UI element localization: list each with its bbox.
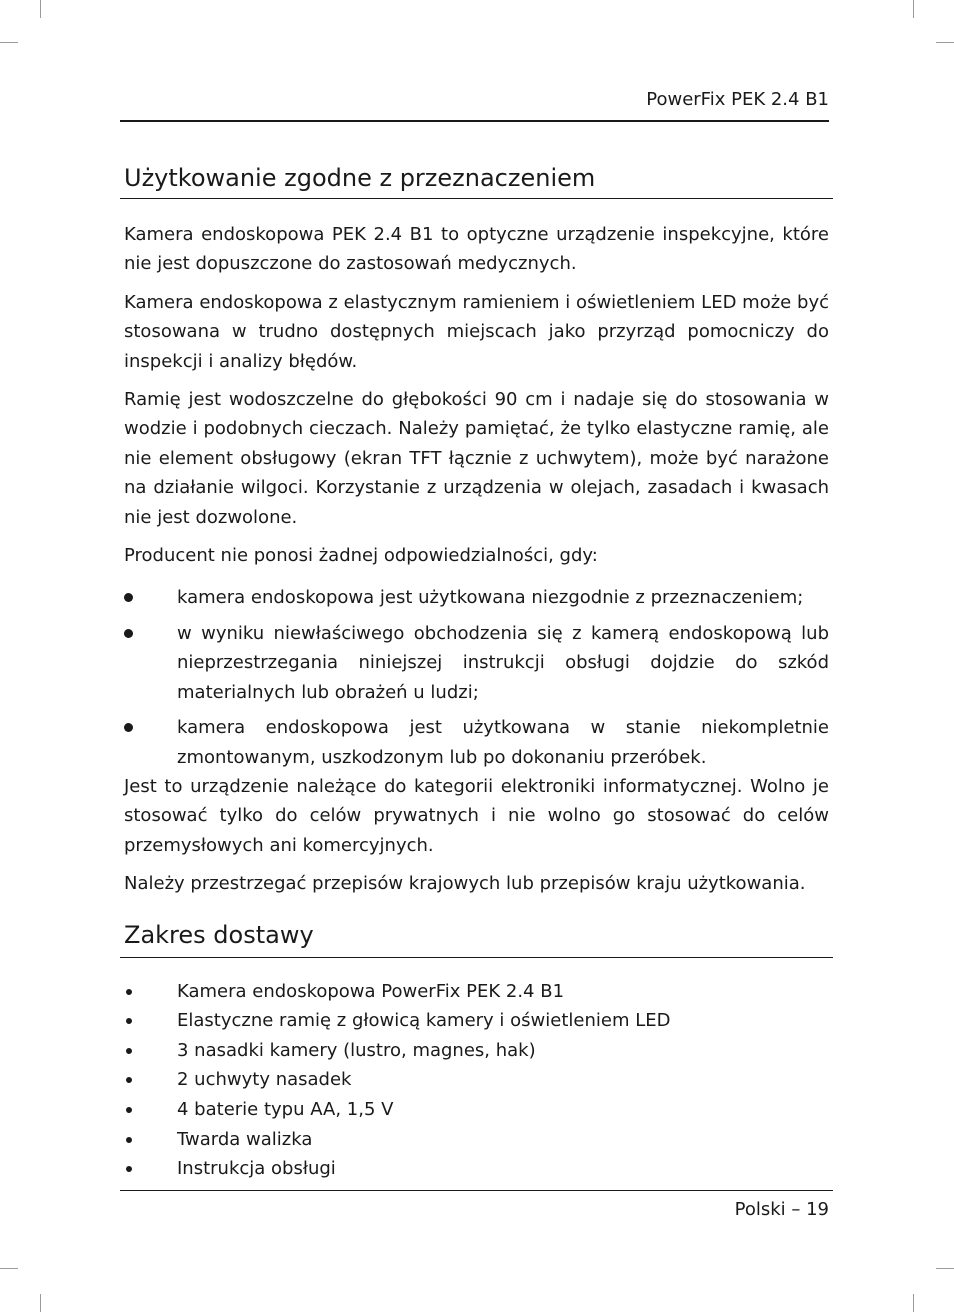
list-item-text: Instrukcja obsługi: [177, 1158, 336, 1180]
list-item-text: kamera endoskopowa jest użytkowana niezgodnie z przeznaczeniem;: [177, 587, 804, 609]
bullet-icon: [124, 723, 133, 732]
running-header: PowerFix PEK 2.4 B1: [646, 89, 829, 110]
list-item-text: 2 uchwyty nasadek: [177, 1069, 352, 1091]
bullet-icon: [124, 593, 133, 602]
list-item: [124, 713, 829, 772]
crop-mark-bottom-left: [40, 1294, 41, 1312]
liability-list: [124, 583, 829, 771]
bullet-icon: [126, 1137, 132, 1143]
crop-mark-left-bottom: [0, 1268, 18, 1269]
list-item: [124, 1006, 829, 1036]
list-item: [124, 1036, 829, 1066]
paragraph-application: Kamera endoskopowa z elastycznym ramieniem i oświetleniem LED może być stosowana w trudno dostępnych miejscach jako przyrząd pomocniczy do inspekcji i analizy błędów.: [124, 291, 829, 372]
crop-mark-right-bottom: [936, 1268, 954, 1269]
bullet-icon: [126, 1018, 132, 1024]
list-item: [124, 1154, 829, 1184]
bullet-icon: [126, 1166, 132, 1172]
paragraph-category: Jest to urządzenie należące do kategorii elektroniki informatycznej. Wolno je stosować tylko do celów prywatnych i nie wolno go stosować do celów przemysłowych ani komercyjnych.: [124, 775, 829, 856]
list-item-text: Kamera endoskopowa PowerFix PEK 2.4 B1: [177, 980, 565, 1002]
footer-rule: [120, 1190, 833, 1191]
section-title-delivery: Zakres dostawy: [124, 920, 314, 949]
paragraph-waterproof: Ramię jest wodoszczelne do głębokości 90 cm i nadaje się do stosowania w wodzie i podobnych cieczach. Należy pamiętać, że tylko elastyczne ramię, ale nie element obsługowy (ekran TFT łącznie z uchwytem), może być narażone na działanie wilgoci. Korzystanie z urządzenia w olejach, zasadach i kwasach nie jest dozwolone.: [124, 389, 829, 528]
crop-mark-right-top: [936, 42, 954, 43]
bullet-icon: [124, 629, 133, 638]
list-item: [124, 1065, 829, 1095]
list-item: [124, 619, 829, 707]
crop-mark-bottom-right: [913, 1294, 914, 1312]
list-item-text: 4 baterie typu AA, 1,5 V: [177, 1098, 394, 1120]
page-content: [124, 162, 829, 1184]
header-rule: [120, 120, 829, 122]
crop-mark-top-right: [913, 0, 914, 18]
section-title-intended-use: Użytkowanie zgodne z przeznaczeniem: [124, 164, 596, 192]
delivery-list: [124, 977, 829, 1184]
page-footer: Polski – 19: [734, 1199, 829, 1220]
list-item-text: 3 nasadki kamery (lustro, magnes, hak): [177, 1039, 536, 1061]
list-item: [124, 1125, 829, 1155]
paragraph-regulations: Należy przestrzegać przepisów krajowych lub przepisów kraju użytkowania.: [124, 873, 806, 895]
list-item: [124, 977, 829, 1007]
list-item-text: Elastyczne ramię z głowicą kamery i oświetleniem LED: [177, 1010, 671, 1032]
paragraph-intro: Kamera endoskopowa PEK 2.4 B1 to optyczne urządzenie inspekcyjne, które nie jest dopuszczone do zastosowań medycznych.: [124, 224, 829, 275]
paragraph-liability: Producent nie ponosi żadnej odpowiedzialności, gdy:: [124, 545, 598, 567]
crop-mark-left-top: [0, 42, 18, 43]
bullet-icon: [126, 1107, 132, 1113]
bullet-icon: [126, 989, 132, 995]
bullet-icon: [126, 1077, 132, 1083]
list-item-text: kamera endoskopowa jest użytkowana w stanie niekompletnie zmontowanym, uszkodzonym lub po dokonaniu przeróbek.: [177, 717, 829, 768]
crop-mark-top-left: [40, 0, 41, 18]
list-item-text: Twarda walizka: [177, 1128, 313, 1150]
bullet-icon: [126, 1048, 132, 1054]
list-item: [124, 583, 829, 612]
list-item: [124, 1095, 829, 1125]
list-item-text: w wyniku niewłaściwego obchodzenia się z kamerą endoskopową lub nieprzestrzegania niniejszej instrukcji obsługi dojdzie do szkód materialnych lub obrażeń u ludzi;: [177, 622, 829, 703]
